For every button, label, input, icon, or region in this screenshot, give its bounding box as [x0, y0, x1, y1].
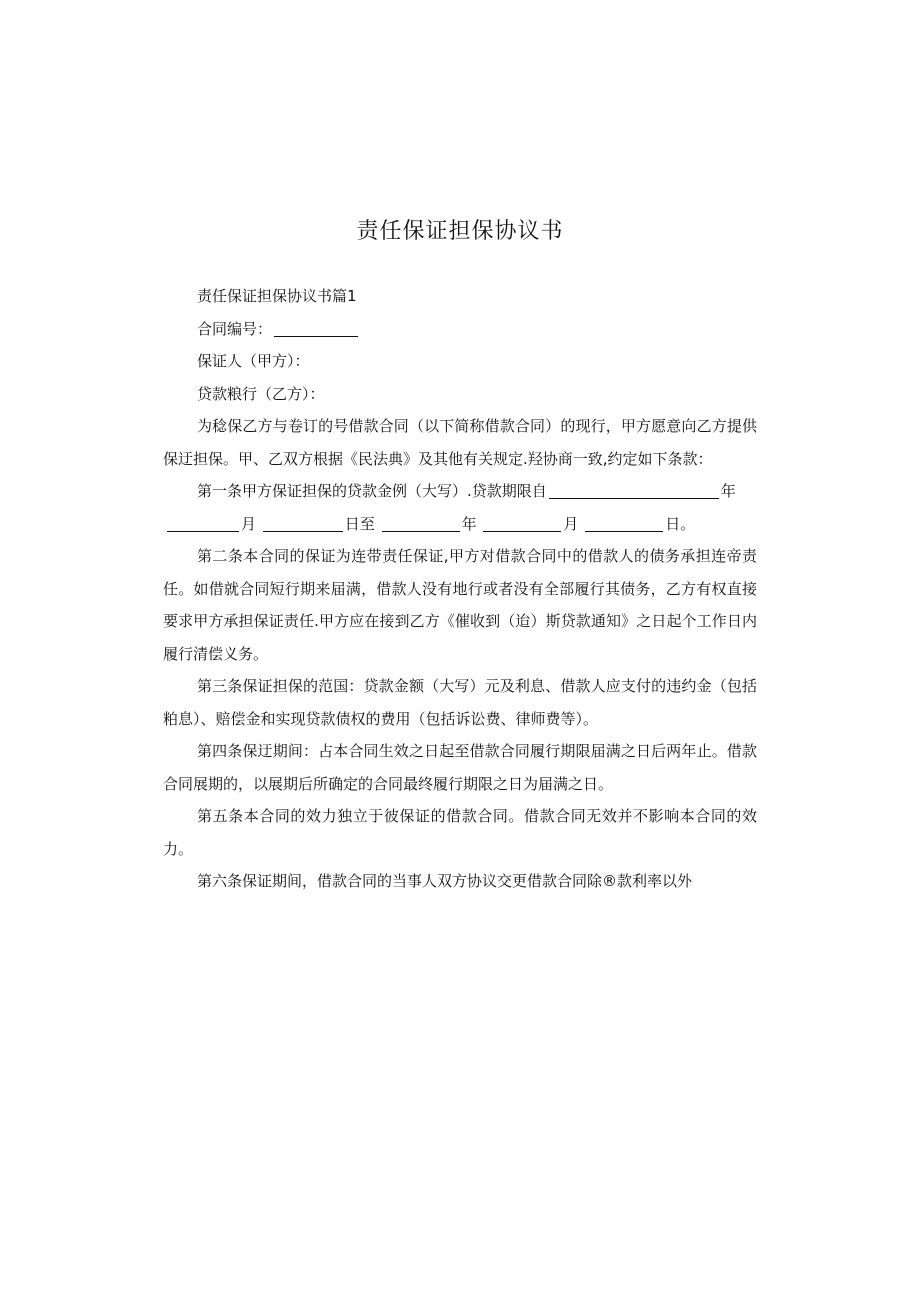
article-4-paragraph: 第四条保迂期间：占本合同生效之日起至借款合同履行期限届满之日后两年止。借款合同展期的，以展期后所确定的合同最终履行期限之日为届满之日。 — [163, 742, 757, 793]
article-6-paragraph: 第六条保证期间，借款合同的当事人双方协议交更借款合同除®款利率以外 — [197, 872, 693, 890]
document-body — [163, 280, 757, 898]
contract-number-line — [163, 313, 757, 346]
start-month-blank — [167, 513, 239, 532]
contract-number-label: 合同编号： — [197, 319, 273, 338]
end-month-blank — [483, 513, 561, 532]
article-1-line-2 — [163, 508, 757, 541]
preamble-paragraph: 为稔保乙方与卷订的号借款合同（以下简称借款合同）的现行，甲方愿意向乙方提供保迂担保。甲、乙双方根据《民法典》及其他有关规定.羟协商一致,约定如下条款： — [163, 417, 757, 468]
article-2-paragraph: 第二条本合同的保证为连带责任保证,甲方对借款合同中的借款人的债务承担连帝责任。如借就合同短行期来届满，借款人没有地行或者没有全部履行其债务，乙方有权直接要求甲方承担保证责任.甲方应在接到乙方《催收到（迨）斯贷款通知》之日起个工作日内履行清偿义务。 — [163, 547, 757, 663]
article-1-day-to: 日至 — [344, 514, 375, 533]
article-1-year-2: 年 — [461, 514, 477, 533]
end-year-blank — [382, 513, 460, 532]
end-day-blank — [585, 513, 663, 532]
start-day-blank — [263, 513, 343, 532]
document-subtitle: 责任保证担保协议书篇1 — [197, 287, 357, 305]
contract-number-blank — [274, 318, 358, 337]
start-date-blank — [549, 480, 719, 499]
article-3-paragraph: 第三条保证担保的范国：贷款金额（大写）元及利息、借款人应支付的违约金（包括粕息）、赔偿金和实现贷款债权的费用（包括诉讼费、律师费等）。 — [163, 677, 757, 728]
article-5-paragraph: 第五条本合同的效力独立于彼保证的借款合同。借款合同无效并不影响本合同的效力。 — [163, 807, 757, 858]
article-1-day-end: 日。 — [665, 514, 696, 533]
guarantor-label: 保证人（甲方）： — [197, 352, 310, 370]
article-1-line-1 — [163, 475, 757, 508]
article-1-month-2: 月 — [563, 514, 579, 533]
article-1-month-1: 月 — [241, 514, 257, 533]
document-title: 责任保证担保协议书 — [356, 219, 564, 244]
article-1-year-1: 年 — [720, 482, 736, 500]
lender-label: 贷款粮行（乙方）： — [197, 384, 325, 403]
article-1-lead: 第一条甲方保证担保的贷款金例（大写）.贷款期限自 — [197, 482, 547, 500]
